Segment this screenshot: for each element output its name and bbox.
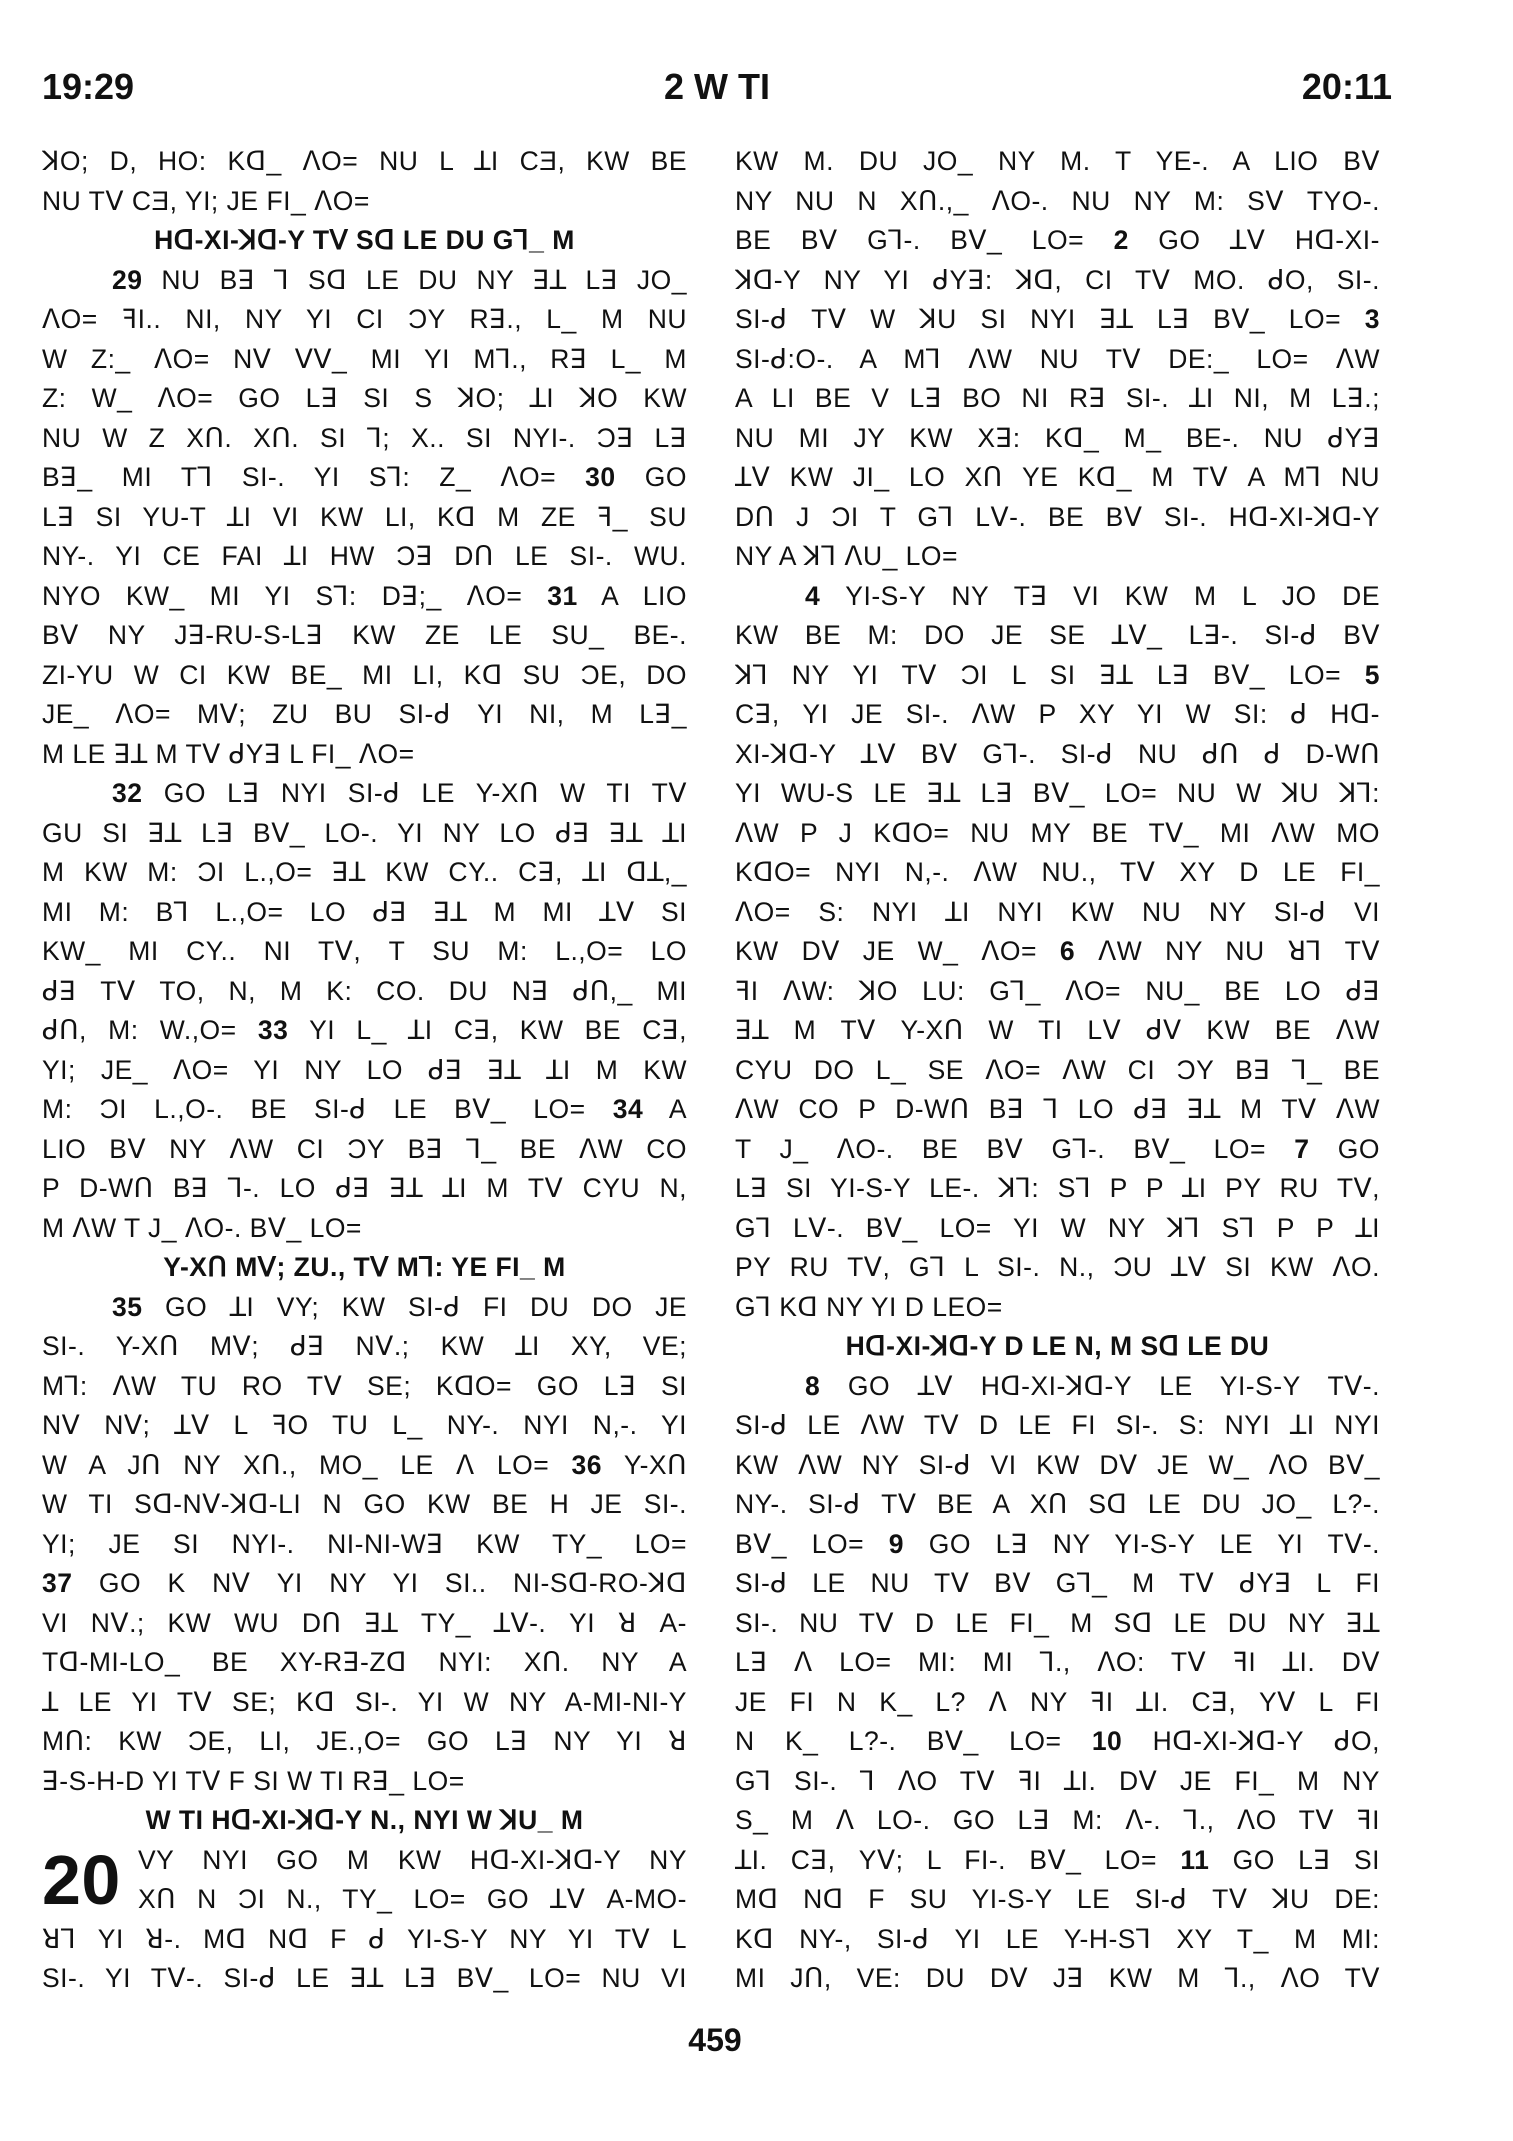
verse-number: 32 [112, 778, 143, 808]
text-line: ꓕI. Cꓱ, Yᐯ; L FI-. Bᐯ_ LO= 11 GO Lꓱ SI [735, 1844, 1380, 1875]
text-line: VI Nᐯ.; KW WU Dᑎ ꓱꓕ TY_ ꓕᐯ-. YI ꓤ A- [42, 1607, 687, 1638]
page-number: 459 [688, 2022, 742, 2058]
text-line: SI-ᑯ LE ᐱW Tᐯ D LE FI SI-. S: NYI ꓕI NYI [735, 1410, 1380, 1440]
chapter-number: 20 [42, 1840, 121, 1919]
text-line: M ᐱW T J_ ᐱO-. Bᐯ_ LO= [42, 1212, 362, 1243]
section-heading: Hᗡ-XI-ꓘᗡ-Y Tᐯ Sᗡ LE DU G⅂_ M [154, 225, 575, 255]
text-line: Mᗡ Nᗡ F SU YI-S-Y LE SI-ᑯ Tᐯ ꓘU DE: [735, 1884, 1380, 1914]
verse-number: 6 [1059, 936, 1076, 966]
text-line: ꓕ LE YI Tᐯ SE; Kᗡ SI-. YI W NY A-MI-NI-Y [42, 1686, 687, 1717]
text-line: LIO Bᐯ NY ᐱW CI ƆY Bꓱ ⅂_ BE ᐱW CO [42, 1133, 687, 1164]
verse-number: 4 [805, 580, 821, 611]
section-heading: Y-Xᑎ Mᐯ; ZU., Tᐯ M⅂: YE FI_ M [163, 1252, 566, 1282]
verse-number: 31 [547, 580, 578, 611]
running-head-left: 19:29 [42, 66, 135, 107]
text-line: NY NU N Xᑎ.,_ ᐱO-. NU NY M: Sᐯ TYO-. [735, 185, 1380, 216]
text-line: ᑯᑎ, M: W.,O= 33 YI L_ ꓕI Cꓱ, KW BE Cꓱ, [42, 1015, 687, 1045]
text-line: ᐱO= ꟻI.. NI, NY YI CI ƆY Rꓱ., L_ M NU [42, 304, 687, 334]
text-line: ᐱO= S: NYI ꓕI NYI KW NU NY SI-ᑯ VI [735, 896, 1380, 927]
text-line: ꓘᗡ-Y NY YI ᑯYꓱ: ꓘᗡ, CI Tᐯ MO. ᑯO, SI-. [735, 264, 1380, 295]
text-line: PY RU Tᐯ, G⅂ L SI-. N., ƆU ꓕᐯ SI KW ᐱO. [735, 1252, 1380, 1282]
text-line: G⅂ SI-. ⅂ ᐱO Tᐯ ꟻI ꓕI. Dᐯ JE FI_ M NY [735, 1765, 1380, 1796]
verse-number: 36 [571, 1449, 603, 1480]
text-line: ꓱ-S-H-D YI Tᐯ F SI W TI Rꓱ_ LO= [42, 1765, 465, 1796]
verse-number: 5 [1364, 659, 1380, 690]
verse-number: 10 [1091, 1726, 1123, 1756]
text-line: ꟻI ᐱW: ꓘO LU: G⅂_ ᐱO= NU_ BE LO ᑯꓱ [735, 975, 1380, 1006]
text-line: 37 GO K Nᐯ YI NY YI SI.. NI-Sᗡ-RO-ꓘᗡ [42, 1568, 687, 1598]
text-line: 8 GO ꓕᐯ Hᗡ-XI-ꓘᗡ-Y LE YI-S-Y Tᐯ-. [805, 1370, 1380, 1401]
text-line: ꓱꓕ M Tᐯ Y-Xᑎ W TI Lᐯ ᑯᐯ KW BE ᐱW [735, 1015, 1380, 1045]
text-line: KᗡO= NYI N,-. ᐱW NU., Tᐯ XY D LE FI_ [735, 857, 1380, 887]
text-line: Lꓱ SI YI-S-Y LE-. ꓘ⅂: S⅂ P P ꓕI PY RU Tᐯ, [735, 1173, 1380, 1203]
verse-number: 33 [257, 1015, 289, 1045]
text-line: KW_ MI CY.. NI Tᐯ, T SU M: L.,O= LO [42, 936, 687, 966]
text-line: P D-Wᑎ Bꓱ ⅂-. LO ᑯꓱ ꓱꓕ ꓕI M Tᐯ CYU N, [42, 1173, 687, 1203]
text-line: ꓘO; D, HO: Kᗡ_ ᐱO= NU L ꓕI CƎ, KW BE [42, 146, 687, 176]
text-line: ᐱW P J KᗡO= NU MY BE Tᐯ_ MI ᐱW MO [735, 817, 1380, 848]
text-line: M LE ꓱꓕ M Tᐯ ᑯYꓱ L FI_ ᐱO= [42, 738, 415, 769]
text-line: YI; JE_ ᐱO= YI NY LO ᑯꓱ ꓱꓕ ꓕI M KW [42, 1054, 687, 1085]
text-line: YI WU-S LE ꓱꓕ Lꓱ Bᐯ_ LO= NU W ꓘU ꓘ⅂: [735, 778, 1380, 808]
verse-number: 2 [1113, 225, 1129, 255]
text-line: Bᐯ_ LO= 9 GO Lꓱ NY YI-S-Y LE YI Tᐯ-. [735, 1528, 1380, 1559]
verse-number: 35 [112, 1291, 143, 1322]
verse-number: 37 [42, 1568, 73, 1598]
text-line: Lꓱ SI YU-T ꓕI VI KW LI, Kᗡ M ZE ꟻ_ SU [42, 501, 687, 532]
text-line: W TI Sᗡ-Nᐯ-ꓘᗡ-LI N GO KW BE H JE SI-. [42, 1489, 687, 1519]
verse-number: 11 [1180, 1844, 1210, 1875]
section-heading: Hᗡ-XI-ꓘᗡ-Y D LE N, M Sᗡ LE DU [845, 1331, 1270, 1361]
text-line: Kᗡ NY-, SI-ᑯ YI LE Y-H-S⅂ XY T_ M MI: [735, 1923, 1380, 1954]
text-line: Cꓱ, YI JE SI-. ᐱW P XY YI W SI: ᑯ Hᗡ- [735, 699, 1380, 729]
text-line: M KW M: ƆI L.,O= ꓱꓕ KW CY.. Cꓱ, ꓕI ᗡꓕ,_ [42, 857, 687, 887]
text-line: G⅂ Kᗡ NY YI D LEO= [735, 1291, 1003, 1322]
text-line: Bᐯ NY Jꓱ-RU-S-Lꓱ KW ZE LE SU_ BE-. [42, 620, 687, 650]
text-line: NY-. YI CE FAI ꓕI HW Ɔꓱ Dᑎ LE SI-. WU. [42, 541, 687, 571]
text-line: T J_ ᐱO-. BE Bᐯ G⅂-. Bᐯ_ LO= 7 GO [735, 1133, 1380, 1164]
text-line: M⅂: ᐱW TU RO Tᐯ SE; KᗡO= GO Lꓱ SI [42, 1370, 687, 1401]
text-line: JE FI N K_ L? ᐱ NY ꟻI ꓕI. Cꓱ, Yᐯ L FI [735, 1686, 1380, 1717]
verse-number: 8 [805, 1370, 821, 1401]
left-column [42, 142, 687, 1999]
text-line: S_ M ᐱ LO-. GO Lꓱ M: ᐱ-. ⅂., ᐱO Tᐯ ꟻI [735, 1805, 1380, 1835]
text-line: ꓕᐯ KW JI_ LO Xᑎ YE Kᗡ_ M Tᐯ A M⅂ NU [735, 462, 1380, 492]
text-line: ꓤ⅂ YI ꓤ-. Mᗡ Nᗡ F ᑯ YI-S-Y NY YI Tᐯ L [42, 1923, 687, 1954]
text-line: Xᑎ N ƆI N., TY_ LO= GO ꓕᐯ A-MO- [138, 1884, 687, 1914]
verse-number: 34 [612, 1094, 644, 1124]
text-line: SI-ᑯ Tᐯ W ꓘU SI NYI ꓱꓕ Lꓱ Bᐯ_ LO= 3 [735, 304, 1380, 334]
text-line: 32 GO Lꓱ NYI SI-ᑯ LE Y-Xᑎ W TI Tᐯ [112, 778, 687, 808]
text-line: NY-. SI-ᑯ Tᐯ BE A Xᑎ Sᗡ LE DU JO_ L?-. [735, 1489, 1380, 1519]
text-line: 35 GO ꓕI VY; KW SI-ᑯ FI DU DO JE [112, 1291, 687, 1322]
text-line: NU W Z Xᑎ. Xᑎ. SI ⅂; X.. SI NYI-. Ɔꓱ Lꓱ [42, 422, 687, 453]
text-line: 29 NU Bꓱ ⅂ Sᗡ LE DU NY ꓱꓕ Lꓱ JO_ [112, 264, 687, 295]
text-line: NU Tᐯ CƎ, YI; JE FI_ ᐱO= [42, 185, 370, 216]
text-line: SI-ᑯ LE NU Tᐯ Bᐯ G⅂_ M Tᐯ ᑯYꓱ L FI [735, 1568, 1380, 1598]
text-line: KW M. DU JO_ NY M. T YE-. A LIO Bᐯ [735, 146, 1380, 176]
text-line: GU SI ꓱꓕ Lꓱ Bᐯ_ LO-. YI NY LO ᑯꓱ ꓱꓕ ꓕI [42, 817, 687, 848]
text-line: SI-ᑯ:O-. A M⅂ ᐱW NU Tᐯ DE:_ LO= ᐱW [735, 343, 1380, 374]
text-line: SI-. Y-Xᑎ Mᐯ; ᑯꓱ Nᐯ.; KW ꓕI XY, VE; [42, 1331, 687, 1361]
text-line: G⅂ Lᐯ-. Bᐯ_ LO= YI W NY ꓘ⅂ S⅂ P P ꓕI [735, 1212, 1380, 1243]
text-line: Tᗡ-MI-LO_ BE XY-Rꓱ-Zᗡ NYI: Xᑎ. NY A [42, 1647, 687, 1677]
text-line: SI-. NU Tᐯ D LE FI_ M Sᗡ LE DU NY ꓱꓕ [735, 1607, 1380, 1638]
right-column [735, 142, 1380, 1999]
text-line: KW Dᐯ JE W_ ᐱO= 6 ᐱW NY NU ꓤ⅂ Tᐯ [735, 936, 1380, 966]
text-line: MI M: B⅂ L.,O= LO ᑯꓱ ꓱꓕ M MI ꓕᐯ SI [42, 896, 687, 927]
text-line: 4 YI-S-Y NY Tꓱ VI KW M L JO DE [805, 580, 1380, 611]
text-line: XI-ꓘᗡ-Y ꓕᐯ Bᐯ G⅂-. SI-ᑯ NU ᑯᑎ ᑯ D-Wᑎ [735, 738, 1380, 769]
text-line: N K_ L?-. Bᐯ_ LO= 10 Hᗡ-XI-ꓘᗡ-Y ᑯO, [735, 1726, 1380, 1756]
verse-number: 7 [1294, 1133, 1310, 1164]
text-line: Nᐯ Nᐯ; ꓕᐯ L ꟻO TU L_ NY-. NYI N,-. YI [42, 1410, 687, 1440]
text-line: BE Bᐯ G⅂-. Bᐯ_ LO= 2 GO ꓕᐯ Hᗡ-XI- [735, 225, 1380, 255]
running-head [42, 66, 1392, 126]
verse-number: 30 [585, 462, 616, 492]
text-line: ᐱW CO P D-Wᑎ Bꓱ ⅂ LO ᑯꓱ ꓱꓕ M Tᐯ ᐱW [735, 1094, 1380, 1124]
text-line: YI; JE SI NYI-. NI-NI-Wꓱ KW TY_ LO= [42, 1528, 687, 1559]
text-line: VY NYI GO M KW Hᗡ-XI-ꓘᗡ-Y NY [138, 1844, 687, 1875]
running-head-center: 2 W TI [664, 66, 770, 107]
text-line: A LI BE V Lꓱ BO NI Rꓱ SI-. ꓕI NI, M Lꓱ.; [735, 383, 1380, 413]
text-line: MI Jᑎ, VE: DU Dᐯ Jꓱ KW M ⅂., ᐱO Tᐯ [735, 1963, 1380, 1993]
text-line: JE_ ᐱO= Mᐯ; ZU BU SI-ᑯ YI NI, M Lꓱ_ [42, 699, 687, 729]
verse-number: 29 [112, 264, 143, 295]
verse-number: 3 [1364, 304, 1380, 334]
text-line: ꓘ⅂ NY YI Tᐯ ƆI L SI ꓱꓕ Lꓱ Bᐯ_ LO= 5 [735, 659, 1380, 690]
text-line: Mᑎ: KW ƆE, LI, JE.,O= GO Lꓱ NY YI ꓤ [42, 1726, 687, 1756]
running-head-right: 20:11 [1301, 66, 1392, 107]
text-line: M: ƆI L.,O-. BE SI-ᑯ LE Bᐯ_ LO= 34 A [42, 1094, 687, 1124]
text-line: NYO KW_ MI YI S⅂: Dꓱ;_ ᐱO= 31 A LIO [42, 580, 687, 611]
verse-number: 9 [888, 1528, 905, 1559]
text-line: Lꓱ ᐱ LO= MI: MI ⅂., ᐱO: Tᐯ ꟻI ꓕI. Dᐯ [735, 1647, 1380, 1677]
text-line: W A Jᑎ NY Xᑎ., MO_ LE ᐱ LO= 36 Y-Xᑎ [42, 1449, 687, 1480]
text-line: W Z:_ ᐱO= Nᐯ ᐯᐯ_ MI YI M⅂., Rꓱ L_ M [42, 343, 687, 374]
text-line: ZI-YU W CI KW BE_ MI LI, Kᗡ SU ƆE, DO [42, 659, 687, 690]
text-line: NY A ꓘ⅂ ᐱU_ LO= [735, 541, 959, 571]
text-line: ᑯꓱ Tᐯ TO, N, M K: CO. DU Nꓱ ᑯᑎ,_ MI [42, 975, 687, 1006]
text-line: KW BE M: DO JE SE ꓕᐯ_ Lꓱ-. SI-ᑯ Bᐯ [735, 620, 1380, 650]
text-line: SI-. YI Tᐯ-. SI-ᑯ LE ꓱꓕ Lꓱ Bᐯ_ LO= NU VI [42, 1963, 687, 1993]
text-line: CYU DO L_ SE ᐱO= ᐱW CI ƆY Bꓱ ⅂_ BE [735, 1054, 1380, 1085]
text-line: Z: W_ ᐱO= GO Lꓱ SI S ꓘO; ꓕI ꓘO KW [42, 383, 687, 413]
text-line: Dᑎ J ƆI T G⅂ Lᐯ-. BE Bᐯ SI-. Hᗡ-XI-ꓘᗡ-Y [735, 501, 1380, 532]
text-line: NU MI JY KW Xꓱ: Kᗡ_ M_ BE-. NU ᑯYꓱ [735, 422, 1380, 453]
text-line: Bꓱ_ MI T⅂ SI-. YI S⅂: Z_ ᐱO= 30 GO [42, 462, 687, 492]
section-heading: W TI Hᗡ-XI-ꓘᗡ-Y N., NYI W ꓘU_ M [145, 1805, 584, 1835]
text-line: KW ᐱW NY SI-ᑯ VI KW Dᐯ JE W_ ᐱO Bᐯ_ [735, 1449, 1380, 1480]
